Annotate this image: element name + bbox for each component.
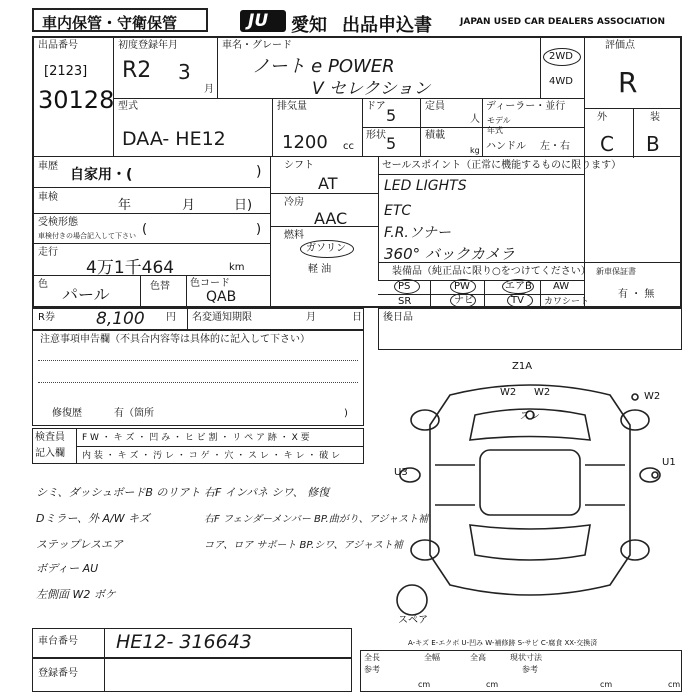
codes-top: F W ・ キ ズ ・ 凹 み ・ ヒ ビ 割 ・ リ ペ ア 跡 ・ X 要 [82, 433, 310, 443]
receipt-paren-close: ) [256, 222, 262, 237]
capacity-unit: 人 [470, 114, 480, 125]
shape-label: 形状 [366, 130, 386, 141]
rating-ext-label: 外 [597, 112, 607, 123]
form-title: 出品申込書 [342, 15, 432, 36]
color-label: 色 [38, 279, 48, 290]
capacity-label: 定員 [425, 101, 445, 112]
size-gen-label: 現状寸法 [510, 653, 542, 662]
selling-point-2: ETC [384, 203, 412, 219]
equipment-label: 装備品（純正品に限り○をつけてください） [392, 266, 591, 277]
after-sale-box [378, 308, 682, 350]
shift-value: AT [318, 174, 338, 193]
region-label: 愛知 [291, 15, 327, 36]
color-code-value: QAB [206, 289, 237, 305]
repair-label: 修復歴 [52, 408, 82, 419]
model-grade: V セレクション [312, 79, 431, 99]
handle-options: 左・右 [540, 141, 570, 152]
model-year-label: モデル年式 [487, 116, 511, 135]
inspection-day: 日) [234, 198, 253, 213]
ju-logo [240, 10, 286, 32]
color-code-label: 色コード [190, 278, 230, 289]
rating-int-value: B [646, 132, 660, 156]
eq-ps: PS [398, 281, 411, 292]
aircon-value: AAC [314, 209, 348, 228]
storage-box [32, 8, 208, 32]
color-plate-label: 色替 [150, 281, 170, 292]
after-sale-label: 後日品 [383, 312, 413, 323]
fuel-label: 燃料 [284, 230, 304, 241]
inspector-entry: 記入欄 [35, 448, 65, 459]
diagram-mark-w2-side: W2 [534, 387, 551, 398]
fuel-gas: ガソリン [306, 243, 346, 254]
doors-value: 5 [386, 106, 397, 125]
inspector-note-right-1: 右F インパネ シワ、 修復 [204, 486, 330, 499]
size-unit-4: cm [668, 680, 681, 689]
inspector-note-1: シミ、ダッシュボードB のリアト [36, 486, 201, 499]
size-unit-1: cm [418, 680, 431, 689]
size-ref: 参考 [364, 665, 380, 674]
eq-nav: ナビ [454, 295, 474, 306]
load-label: 積載 [425, 130, 445, 141]
recycle-value: 8,100 [96, 309, 145, 329]
inspector-note-2: Dミラー、外 A/W キズ [36, 512, 150, 525]
inspector-note-right-2: 右F フェンダーメンバー BP.曲がり、アジャスト補 [204, 514, 429, 525]
recycle-unit: 円 [166, 312, 176, 323]
size-unit-2: cm [486, 680, 499, 689]
diagram-mark-w2-top: W2 [644, 391, 661, 402]
inspector-note-5: 左側面 W2 ボケ [36, 588, 116, 601]
storage-label: 車内保管・守衛保管 [42, 14, 178, 32]
history-value: 自家用・( [70, 167, 133, 183]
inspector-note-3: ステップレスエア [36, 538, 124, 551]
displacement-label: 排気量 [277, 101, 307, 112]
handle-label: ハンドル [486, 141, 526, 152]
notice-label: 名変通知期限 [192, 312, 252, 323]
rating-int-label: 装 [650, 112, 660, 123]
eq-sr: SR [398, 296, 412, 307]
notes-label: 注意事項申告欄（不具合内容等は具体的に記入して下さい） [40, 334, 310, 345]
eq-aw: AW [553, 281, 570, 292]
lot-label: 出品番号 [38, 40, 78, 51]
color-value: パール [62, 285, 110, 304]
inspection-year: 年 [118, 198, 132, 213]
model-name-label: 車名・グレード [222, 40, 292, 51]
inspector-note-4: ボディー AU [36, 562, 99, 575]
eq-pw: PW [454, 281, 470, 292]
inspector-label: 検査員 [35, 432, 65, 443]
repair-value: 有（箇所 [114, 408, 154, 419]
registration-year: R2 [122, 58, 152, 83]
shift-label: シフト [284, 160, 314, 171]
legend-text: A-キズ E-エクボ U-凹み W-補修跡 S-サビ C-腐食 XX-交換済 [408, 639, 598, 647]
registration-no-box [32, 658, 352, 692]
history-close: ) [256, 164, 262, 180]
chassis-label: 車台番号 [38, 636, 78, 647]
rating-ext-value: C [600, 132, 614, 156]
diagram-mark-u1: U1 [662, 457, 676, 468]
registration-no-label: 登録番号 [38, 668, 78, 679]
size-width-label: 全幅 [424, 653, 440, 662]
model-code-value: DAA- HE12 [122, 128, 226, 150]
selling-point-4: 360° バックカメラ [384, 245, 515, 263]
eq-tv: TV [511, 295, 524, 306]
association-name: JAPAN USED CAR DEALERS ASSOCIATION [460, 17, 665, 27]
shape-value: 5 [386, 134, 397, 153]
mileage-label: 走行 [38, 247, 58, 258]
model-code-label: 型式 [118, 101, 138, 112]
fuel-diesel: 軽 油 [308, 264, 332, 275]
size-length-label: 全長 [364, 653, 380, 662]
drive-4wd: 4WD [549, 76, 573, 87]
receipt-label: 受検形態 [38, 217, 78, 228]
rating-value: R [618, 66, 638, 99]
warranty-label: 新車保証書 [596, 267, 636, 276]
eq-ac: エアB [505, 281, 532, 292]
dealer-label: ディーラー・並行 [486, 101, 566, 112]
codes-bottom: 内 装 ・ キ ズ ・ 汚 レ ・ コ ゲ ・ 穴 ・ ス レ ・ キ レ ・ 破 レ [82, 451, 341, 461]
spare-label: スペア [398, 615, 428, 625]
load-unit: kg [470, 146, 480, 155]
mileage-value: 4万1千464 [86, 258, 175, 278]
displacement-unit: cc [343, 141, 354, 152]
warranty-options: 有 ・ 無 [618, 289, 655, 300]
registration-month: 3 [178, 60, 191, 84]
diagram-mark-u3: U3 [394, 467, 408, 478]
mileage-unit: km [229, 262, 245, 273]
eq-kawa: カワシート [544, 297, 590, 307]
chassis-value: HE12- 316643 [116, 631, 252, 653]
size-unit-3: cm [600, 680, 613, 689]
selling-point-1: LED LIGHTS [384, 178, 467, 194]
car-diagram [380, 355, 680, 625]
notice-month: 月 [306, 312, 316, 323]
inspector-note-right-3: コア、ロア サポート BP.シワ、アジャスト補 [204, 540, 403, 551]
rating-label: 評価点 [605, 40, 635, 51]
size-height-label: 全高 [470, 653, 486, 662]
history-label: 車歴 [38, 161, 58, 172]
registration-month-unit: 月 [204, 84, 214, 95]
ju-logo-text: JU [248, 11, 269, 31]
drive-2wd: 2WD [549, 51, 573, 62]
diagram-mark-z1a: Z1A [512, 361, 533, 372]
diagram-mark-zure: ズレ [520, 411, 540, 422]
selling-point-3: F.R.ソナー [384, 225, 451, 241]
displacement-value: 1200 [282, 132, 328, 153]
lot-sub-number: [2123] [44, 64, 88, 79]
doors-label: ドア [366, 101, 386, 112]
inspection-month: 月 [182, 198, 196, 213]
size-gen-ref: 参考 [522, 665, 538, 674]
inspection-label: 車検 [38, 192, 58, 203]
selling-points-label: セールスポイント（正常に機能するものに限ります） [382, 160, 622, 171]
receipt-paren: ( [142, 222, 148, 237]
diagram-mark-w2-front: W2 [500, 387, 517, 398]
aircon-label: 冷房 [284, 197, 304, 208]
receipt-sub: 車検付きの場合記入して下さい [38, 232, 136, 240]
lot-number: 30128 [38, 86, 115, 114]
repair-close: ) [344, 408, 348, 419]
notice-day: 日 [352, 312, 362, 323]
recycle-label: R券 [38, 312, 55, 323]
registration-label: 初度登録年月 [118, 40, 178, 51]
model-name: ノート e POWER [252, 56, 395, 77]
